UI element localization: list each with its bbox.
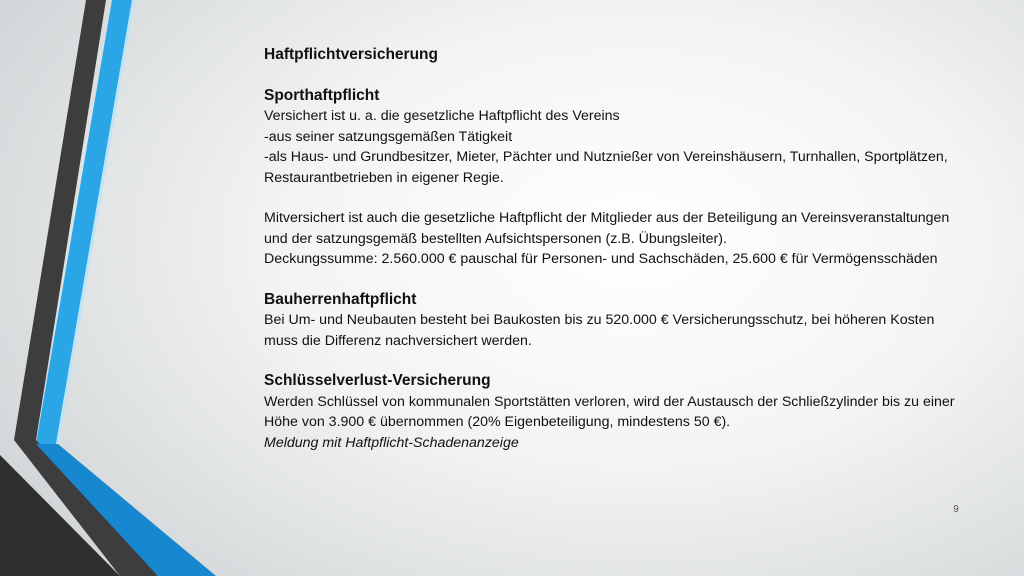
slide-content (264, 45, 964, 453)
page-number: 9 (953, 504, 959, 515)
text-line: Versichert ist u. a. die gesetzliche Haftpflicht des Vereins (264, 108, 620, 124)
section-heading-sporthaftpflicht: Sporthaftpflicht (264, 86, 380, 104)
text-line: -aus seiner satzungsgemäßen Tätigkeit (264, 128, 513, 145)
slide-title: Haftpflichtversicherung (264, 46, 438, 63)
note-text: Meldung mit Haftpflicht-Schadenanzeige (264, 434, 519, 451)
text-paragraph: Werden Schlüssel von kommunalen Sportstätten verloren, wird der Austausch der Schließzylinder bis zu einer Höhe von 3.900 € übernommen (20% Eigenbeteiligung, mindestens 50 €). (264, 393, 955, 430)
text-paragraph: Mitversichert ist auch die gesetzliche Haftpflicht der Mitglieder aus der Beteiligung an Vereinsveranstaltungen und der satzungsgemäß bestellten Aufsichtspersonen (z.B. Übungsleiter). (264, 210, 950, 247)
text-line: -als Haus- und Grundbesitzer, Mieter, Pächter und Nutznießer von Vereinshäusern, Turnhallen, Sportplätzen, Restaurantbetrieben in eigener Regie. (264, 149, 948, 186)
section-heading-schluesselverlust: Schlüsselverlust-Versicherung (264, 372, 491, 389)
text-paragraph: Bei Um- und Neubauten besteht bei Baukosten bis zu 520.000 € Versicherungsschutz, bei höheren Kosten muss die Differenz nachversichert werden. (264, 312, 935, 349)
text-paragraph: Deckungssumme: 2.560.000 € pauschal für Personen- und Sachschäden, 25.600 € für Vermögensschäden (264, 251, 938, 267)
section-heading-bauherrenhaftpflicht: Bauherrenhaftpflicht (264, 290, 417, 308)
